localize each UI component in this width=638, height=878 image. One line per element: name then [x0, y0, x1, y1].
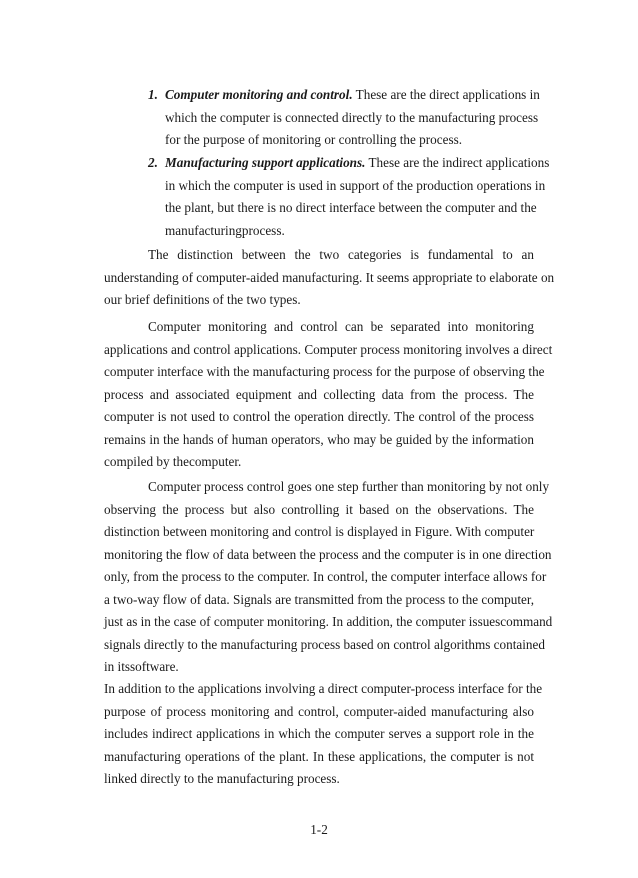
list-term-1: Computer monitoring and control [165, 87, 350, 102]
paragraph-3: Computer process control goes one step further than monitoring by not only observing the process but also controlling it based on the observations. The distinction between monitoring and control is displayed in Figure. With computer monitoring the flow of data between the process and the computer is in one direction only, from the process to the computer. In control, the computer interface allows for a two-way flow of data. Signals are transmitted from the process to the computer, just as in the case of computer monitoring. In addition, the computer issuescommand signals directly to the manufacturing process based on control algorithms contained in itssoftware. [104, 479, 553, 674]
paragraph-1: The distinction between the two categories is fundamental to an understanding of computer-aided manufacturing. It seems appropriate to elaborate on our brief definitions of the two types. [104, 247, 555, 307]
paragraph-2: Computer monitoring and control can be separated into monitoring applications and control applications. Computer process monitoring involves a direct computer interface with the manufacturing process for the purpose of observing the process and associated equipment and collecting data from the process. The computer is not used to control the operation directly. The control of the process remains in the hands of human operators, who may be guided by the information compiled by thecomputer. [104, 319, 553, 469]
list-number-1: 1. [148, 87, 158, 102]
list-term-2: Manufacturing support applications [165, 155, 363, 170]
list-number-2: 2. [148, 155, 158, 170]
list-item-2: 2. Manufacturing support applications. These are the indirect applications in which the computer is used in support of the production operations in the plant, but there is no direct interface between the computer and the manufacturingprocess. [148, 152, 534, 242]
page-number: 1-2 [310, 822, 328, 837]
paragraph-4: In addition to the applications involving a direct computer-process interface for the purpose of process monitoring and control, computer-aided manufacturing also includes indirect applications in which the computer serves a support role in the manufacturing operations of the plant. In these applications, the computer is not linked directly to the manufacturing process. [104, 681, 543, 786]
list-item-1: 1. Computer monitoring and control. These are the direct applications in which the computer is connected directly to the manufacturing process for the purpose of monitoring or controlling the process. [148, 84, 534, 152]
